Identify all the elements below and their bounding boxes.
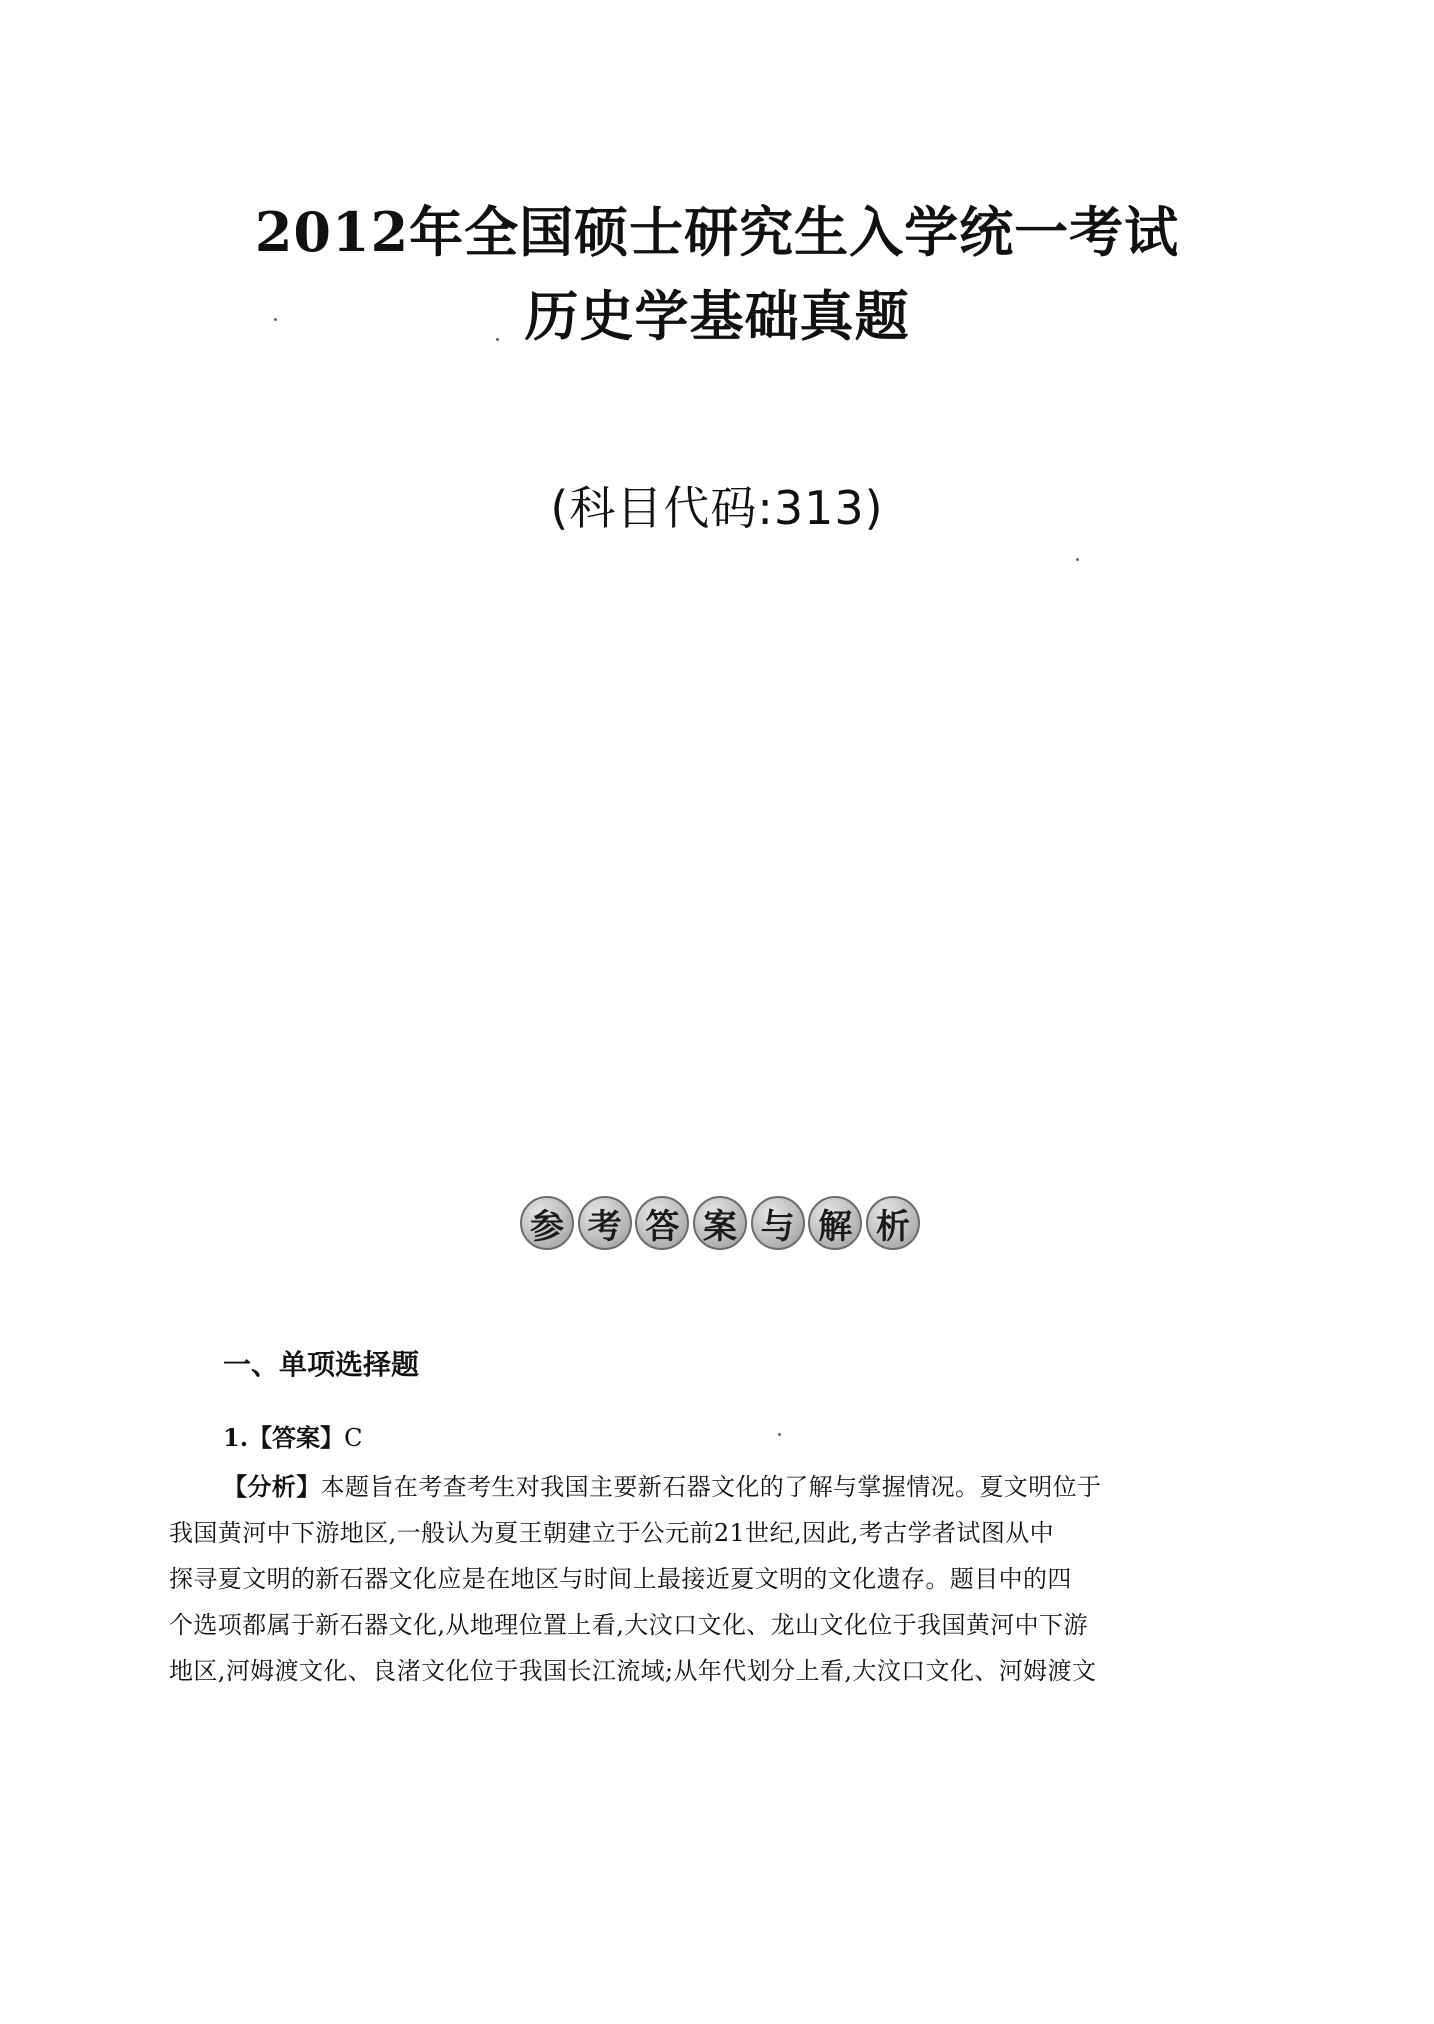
question-number: 1. [223, 1423, 249, 1452]
question-1-analysis [169, 1464, 1269, 1694]
analysis-line: 地区,河姆渡文化、良渚文化位于我国长江流域;从年代划分上看,大汶口文化、河姆渡文 [169, 1657, 1097, 1685]
banner-char: 参 [520, 1196, 574, 1250]
section-heading: 一、单项选择题 [223, 1348, 420, 1381]
answer-label: 【答案】 [248, 1423, 345, 1452]
subject-code: (科目代码:313) [550, 481, 884, 535]
scan-speck [778, 1433, 781, 1436]
banner-char: 答 [635, 1196, 689, 1250]
analysis-line [169, 1464, 1269, 1510]
scan-speck [1076, 558, 1079, 561]
question-1-answer [223, 1420, 362, 1456]
answer-value: C [344, 1424, 363, 1452]
analysis-line: 个选项都属于新石器文化,从地理位置上看,大汶口文化、龙山文化位于我国黄河中下游 [169, 1611, 1088, 1639]
analysis-text: 本题旨在考查考生对我国主要新石器文化的了解与掌握情况。夏文明位于 [320, 1473, 1102, 1501]
exam-title-line-2: 历史学基础真题 [524, 284, 910, 348]
exam-title-line-1: 2012年全国硕士研究生入学统一考试 [254, 200, 1180, 264]
analysis-label: 【分析】 [223, 1472, 321, 1501]
banner-char: 析 [866, 1196, 920, 1250]
analysis-line: 探寻夏文明的新石器文化应是在地区与时间上最接近夏文明的文化遗存。题目中的四 [169, 1565, 1072, 1593]
banner-char: 考 [578, 1196, 632, 1250]
banner-char: 案 [693, 1196, 747, 1250]
analysis-line: 我国黄河中下游地区,一般认为夏王朝建立于公元前21世纪,因此,考古学者试图从中 [169, 1519, 1055, 1547]
banner-char: 与 [751, 1196, 805, 1250]
banner-char: 解 [808, 1196, 862, 1250]
answers-banner [520, 1190, 920, 1256]
